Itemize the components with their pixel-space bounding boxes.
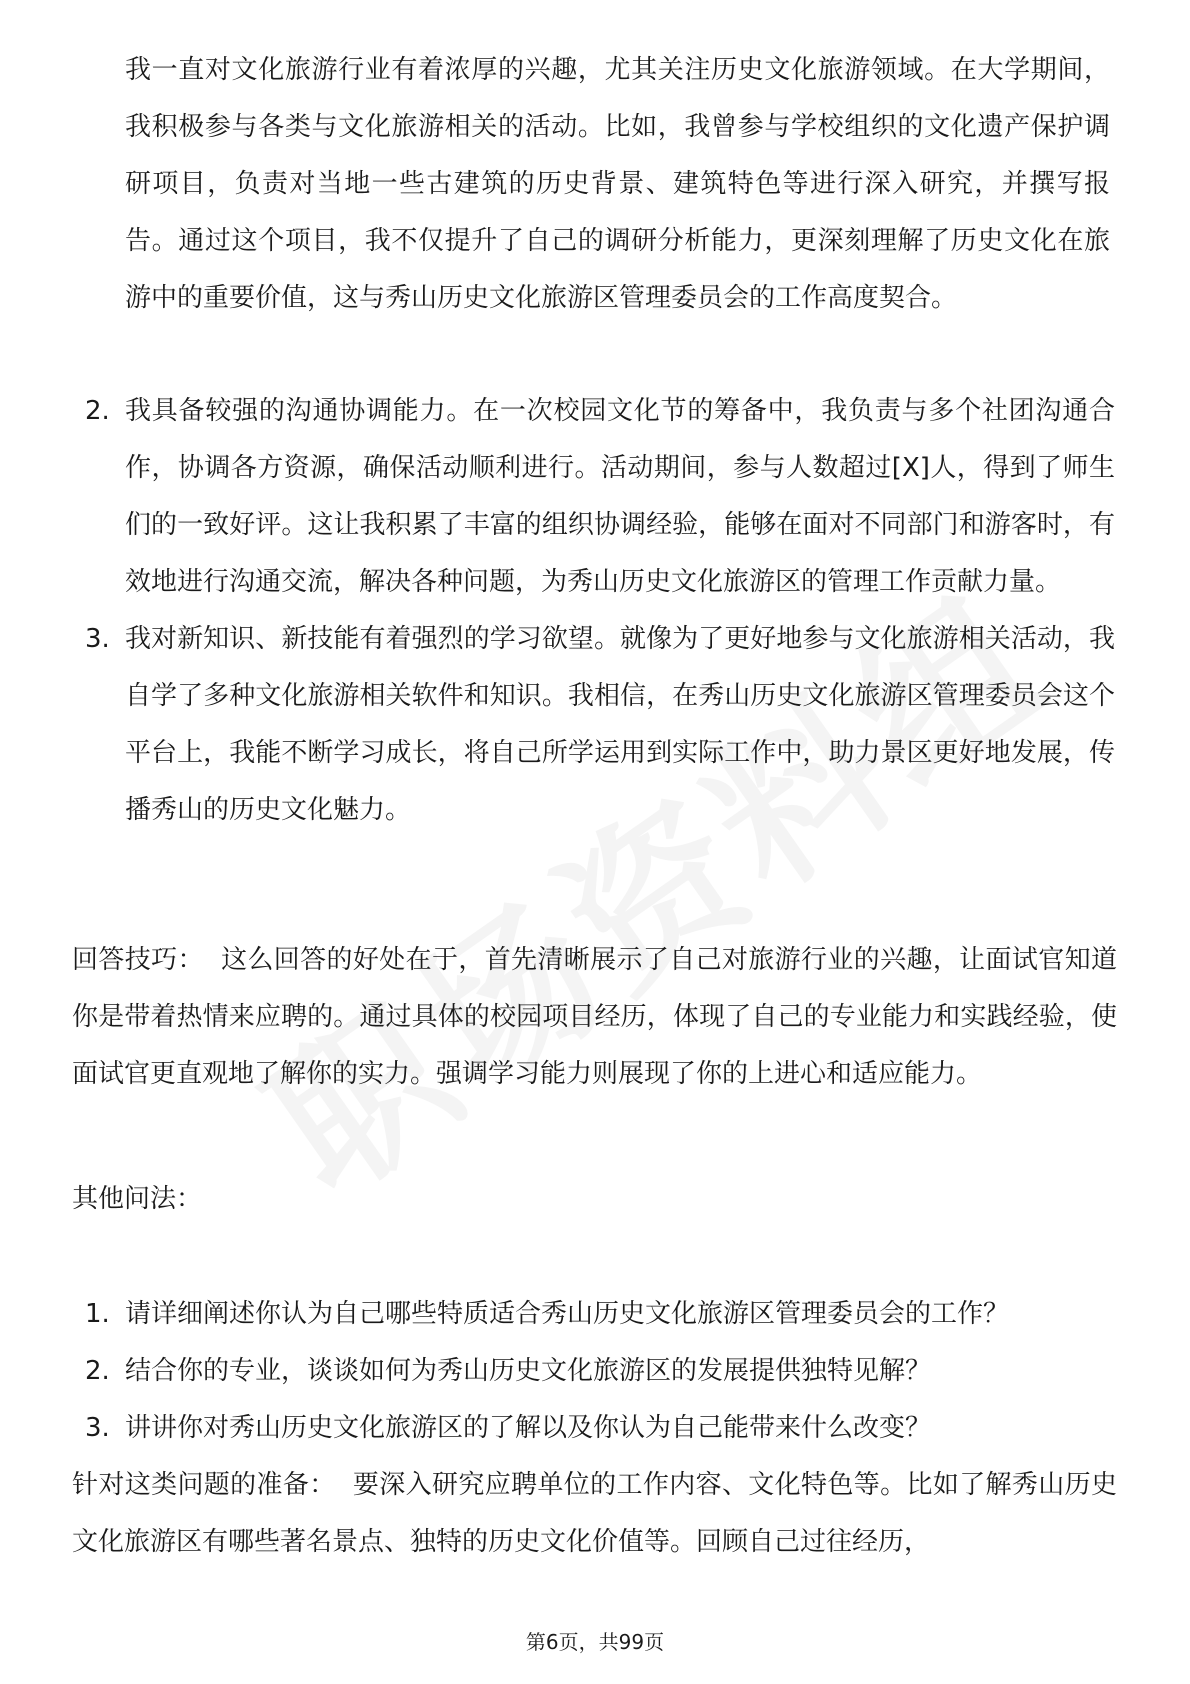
page-footer: 第6页，共99页 bbox=[525, 1630, 665, 1654]
list-item bbox=[85, 1400, 1115, 1457]
prep-label: 针对这类问题的准备： bbox=[72, 1470, 336, 1500]
list-item bbox=[85, 1286, 1115, 1343]
tips-paragraph bbox=[72, 932, 1117, 1103]
list-item-text: 我对新知识、新技能有着强烈的学习欲望。就像为了更好地参与文化旅游相关活动，我自学了多种文化旅游相关软件和知识。我相信，在秀山历史文化旅游区管理委员会这个平台上，我能不断学习成长，将自己所学运用到实际工作中，助力景区更好地发展，传播秀山的历史文化魅力。 bbox=[125, 624, 1115, 825]
answer-points-list bbox=[85, 383, 1115, 839]
list-item-number: 2. bbox=[85, 1356, 110, 1386]
list-item-text: 我具备较强的沟通协调能力。在一次校园文化节的筹备中，我负责与多个社团沟通合作，协调各方资源，确保活动顺利进行。活动期间，参与人数超过[X]人，得到了师生们的一致好评。这让我积累了丰富的组织协调经验，能够在面对不同部门和游客时，有效地进行沟通交流，解决各种问题，为秀山历史文化旅游区的管理工作贡献力量。 bbox=[125, 396, 1115, 597]
list-item bbox=[85, 383, 1115, 611]
tips-label: 回答技巧： bbox=[72, 945, 204, 975]
list-item-text: 结合你的专业，谈谈如何为秀山历史文化旅游区的发展提供独特见解？ bbox=[125, 1356, 932, 1386]
prep-text: 要深入研究应聘单位的工作内容、文化特色等。比如了解秀山历史文化旅游区有哪些著名景点、独特的历史文化价值等。回顾自己过往经历， bbox=[72, 1470, 1117, 1557]
list-item bbox=[85, 611, 1115, 839]
list-item-number: 2. bbox=[85, 396, 110, 426]
list-item-number: 3. bbox=[85, 1413, 110, 1443]
list-item-number: 3. bbox=[85, 624, 110, 654]
continuation-paragraph: 我一直对文化旅游行业有着浓厚的兴趣，尤其关注历史文化旅游领域。在大学期间，我积极参与各类与文化旅游相关的活动。比如，我曾参与学校组织的文化遗产保护调研项目，负责对当地一些古建筑的历史背景、建筑特色等进行深入研究，并撰写报告。通过这个项目，我不仅提升了自己的调研分析能力，更深刻理解了历史文化在旅游中的重要价值，这与秀山历史文化旅游区管理委员会的工作高度契合。 bbox=[125, 55, 1110, 313]
tips-text: 这么回答的好处在于，首先清晰展示了自己对旅游行业的兴趣，让面试官知道你是带着热情来应聘的。通过具体的校园项目经历，体现了自己的专业能力和实践经验，使面试官更直观地了解你的实力。强调学习能力则展现了你的上进心和适应能力。 bbox=[72, 945, 1117, 1089]
preparation-paragraph bbox=[72, 1457, 1117, 1571]
list-item-text: 请详细阐述你认为自己哪些特质适合秀山历史文化旅游区管理委员会的工作？ bbox=[125, 1299, 1010, 1329]
list-item-text: 讲讲你对秀山历史文化旅游区的了解以及你认为自己能带来什么改变？ bbox=[125, 1413, 932, 1443]
list-item-number: 1. bbox=[85, 1299, 110, 1329]
list-item bbox=[85, 1343, 1115, 1400]
other-questions-list bbox=[85, 1286, 1115, 1457]
other-questions-heading: 其他问法： bbox=[72, 1184, 203, 1214]
